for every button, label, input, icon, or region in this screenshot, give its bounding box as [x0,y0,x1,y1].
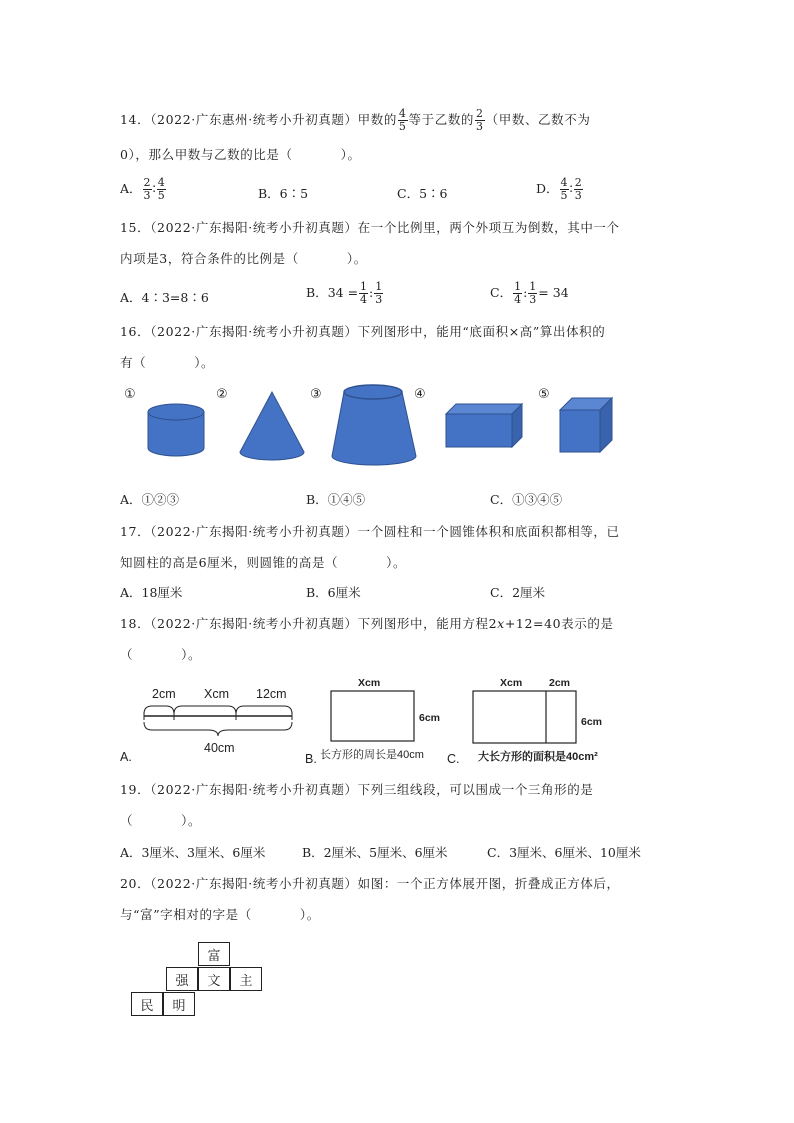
q15-option-b[interactable]: B．34 = $\frac{1}{4}$ : $\frac{1}{3}$ [306,280,383,306]
svg-text:Xcm: Xcm [500,677,523,689]
svg-text:2cm: 2cm [152,687,176,701]
q19-option-b[interactable]: B．2厘米、5厘米、6厘米 [302,845,448,860]
q17-line1: 17．（2022·广东揭阳·统考小升初真题）一个圆柱和一个圆锥体积和底面积都相等，已 [120,524,620,539]
net-cell-wen: 文 [198,967,230,991]
cone-shape [240,392,304,460]
svg-text:40cm: 40cm [204,741,235,755]
q15-line2: 内项是3，符合条件的比例是（ ）。 [120,251,367,266]
q18-line1: 18．（2022·广东揭阳·统考小升初真题）下列图形中，能用方程2x+12=40表示的是 [120,616,614,631]
net-cell-zhu: 主 [230,967,262,991]
q16-line1: 16．（2022·广东揭阳·统考小升初真题）下列图形中，能用“底面积×高”算出体积的 [120,324,606,339]
net-cell-min: 民 [131,992,163,1016]
q18-line2: （ ）。 [120,647,202,662]
q16-option-a[interactable]: A．①②③ [120,492,180,507]
shape-label-1: ① [124,386,136,401]
q15-line1: 15．（2022·广东揭阳·统考小升初真题）在一个比例里，两个外项互为倒数，其中一个 [120,220,620,235]
frustum-shape [332,385,416,465]
q14-option-b[interactable]: B．6∶5 [258,186,309,201]
q14-option-a[interactable]: A． $\frac{2}{3}$ ∶ $\frac{4}{5}$ [120,176,165,202]
svg-text:6cm: 6cm [581,716,603,728]
q16-line2: 有（ ）。 [120,355,215,370]
q14-option-c[interactable]: C．5∶6 [397,186,448,201]
q20-line1: 20．（2022·广东揭阳·统考小升初真题）如图：一个正方体展开图，折叠成正方体后， [120,876,620,891]
q14-line2: 0），那么甲数与乙数的比是（ ）。 [120,147,361,162]
q17-option-c[interactable]: C．2厘米 [490,585,546,600]
net-cell-qiang: 强 [166,967,198,991]
cylinder-shape [148,404,204,456]
q14-mid: 等于乙数的 [408,112,475,127]
q14-frac1: $\frac{4}{5}$ [398,107,407,133]
q14-line1 [120,108,590,133]
q14-suffix: （甲数、乙数不为 [485,112,591,127]
segment-diagram-a [138,682,298,758]
q17-line2: 知圆柱的高是6厘米，则圆锥的高是（ ）。 [120,555,407,570]
cuboid-shape [446,404,522,447]
q19-option-a[interactable]: A．3厘米、3厘米、6厘米 [120,845,266,860]
q18-option-b[interactable]: B. [305,752,317,766]
q15-option-c[interactable]: C． $\frac{1}{4}$ : $\frac{1}{3}$ = 34 [490,280,569,306]
rectangle-diagram-b [318,672,448,766]
q17-option-b[interactable]: B．6厘米 [306,585,361,600]
q17-option-a[interactable]: A．18厘米 [120,585,183,600]
q16-option-b[interactable]: B．①④⑤ [306,492,366,507]
svg-text:6cm: 6cm [419,712,441,724]
q18-option-a[interactable]: A. [120,750,132,764]
svg-text:Xcm: Xcm [358,677,381,689]
q15-option-a[interactable]: A．4∶3=8∶6 [120,290,209,305]
q16-option-c[interactable]: C．①③④⑤ [490,492,563,507]
q18-option-c[interactable]: C. [447,752,460,766]
svg-text:2cm: 2cm [549,677,571,689]
q19-line1: 19．（2022·广东揭阳·统考小升初真题）下列三组线段，可以围成一个三角形的是 [120,782,594,797]
shape-label-3: ③ [310,386,322,401]
q19-option-c[interactable]: C．3厘米、6厘米、10厘米 [487,845,641,860]
solids-figure [118,382,638,472]
svg-text:12cm: 12cm [256,687,287,701]
q14-frac2: $\frac{2}{3}$ [476,107,484,133]
svg-text:长方形的周长是40cm: 长方形的周长是40cm [320,749,424,761]
q14-option-d[interactable]: D． $\frac{4}{5}$ ∶ $\frac{2}{3}$ [536,176,582,202]
shape-label-5: ⑤ [538,386,550,401]
q14-prefix: 14．（2022·广东惠州·统考小升初真题）甲数的 [120,112,397,127]
svg-text:大长方形的面积是40cm²: 大长方形的面积是40cm² [478,751,598,763]
q20-line2: 与“富”字相对的字是（ ）。 [120,907,320,922]
shape-label-2: ② [216,386,228,401]
svg-text:Xcm: Xcm [204,687,229,701]
rectangle-diagram-c [460,672,620,766]
net-cell-fu: 富 [198,942,230,966]
shape-label-4: ④ [414,386,426,401]
net-cell-ming: 明 [163,992,195,1016]
cube-shape [560,398,612,452]
q19-line2: （ ）。 [120,813,202,828]
